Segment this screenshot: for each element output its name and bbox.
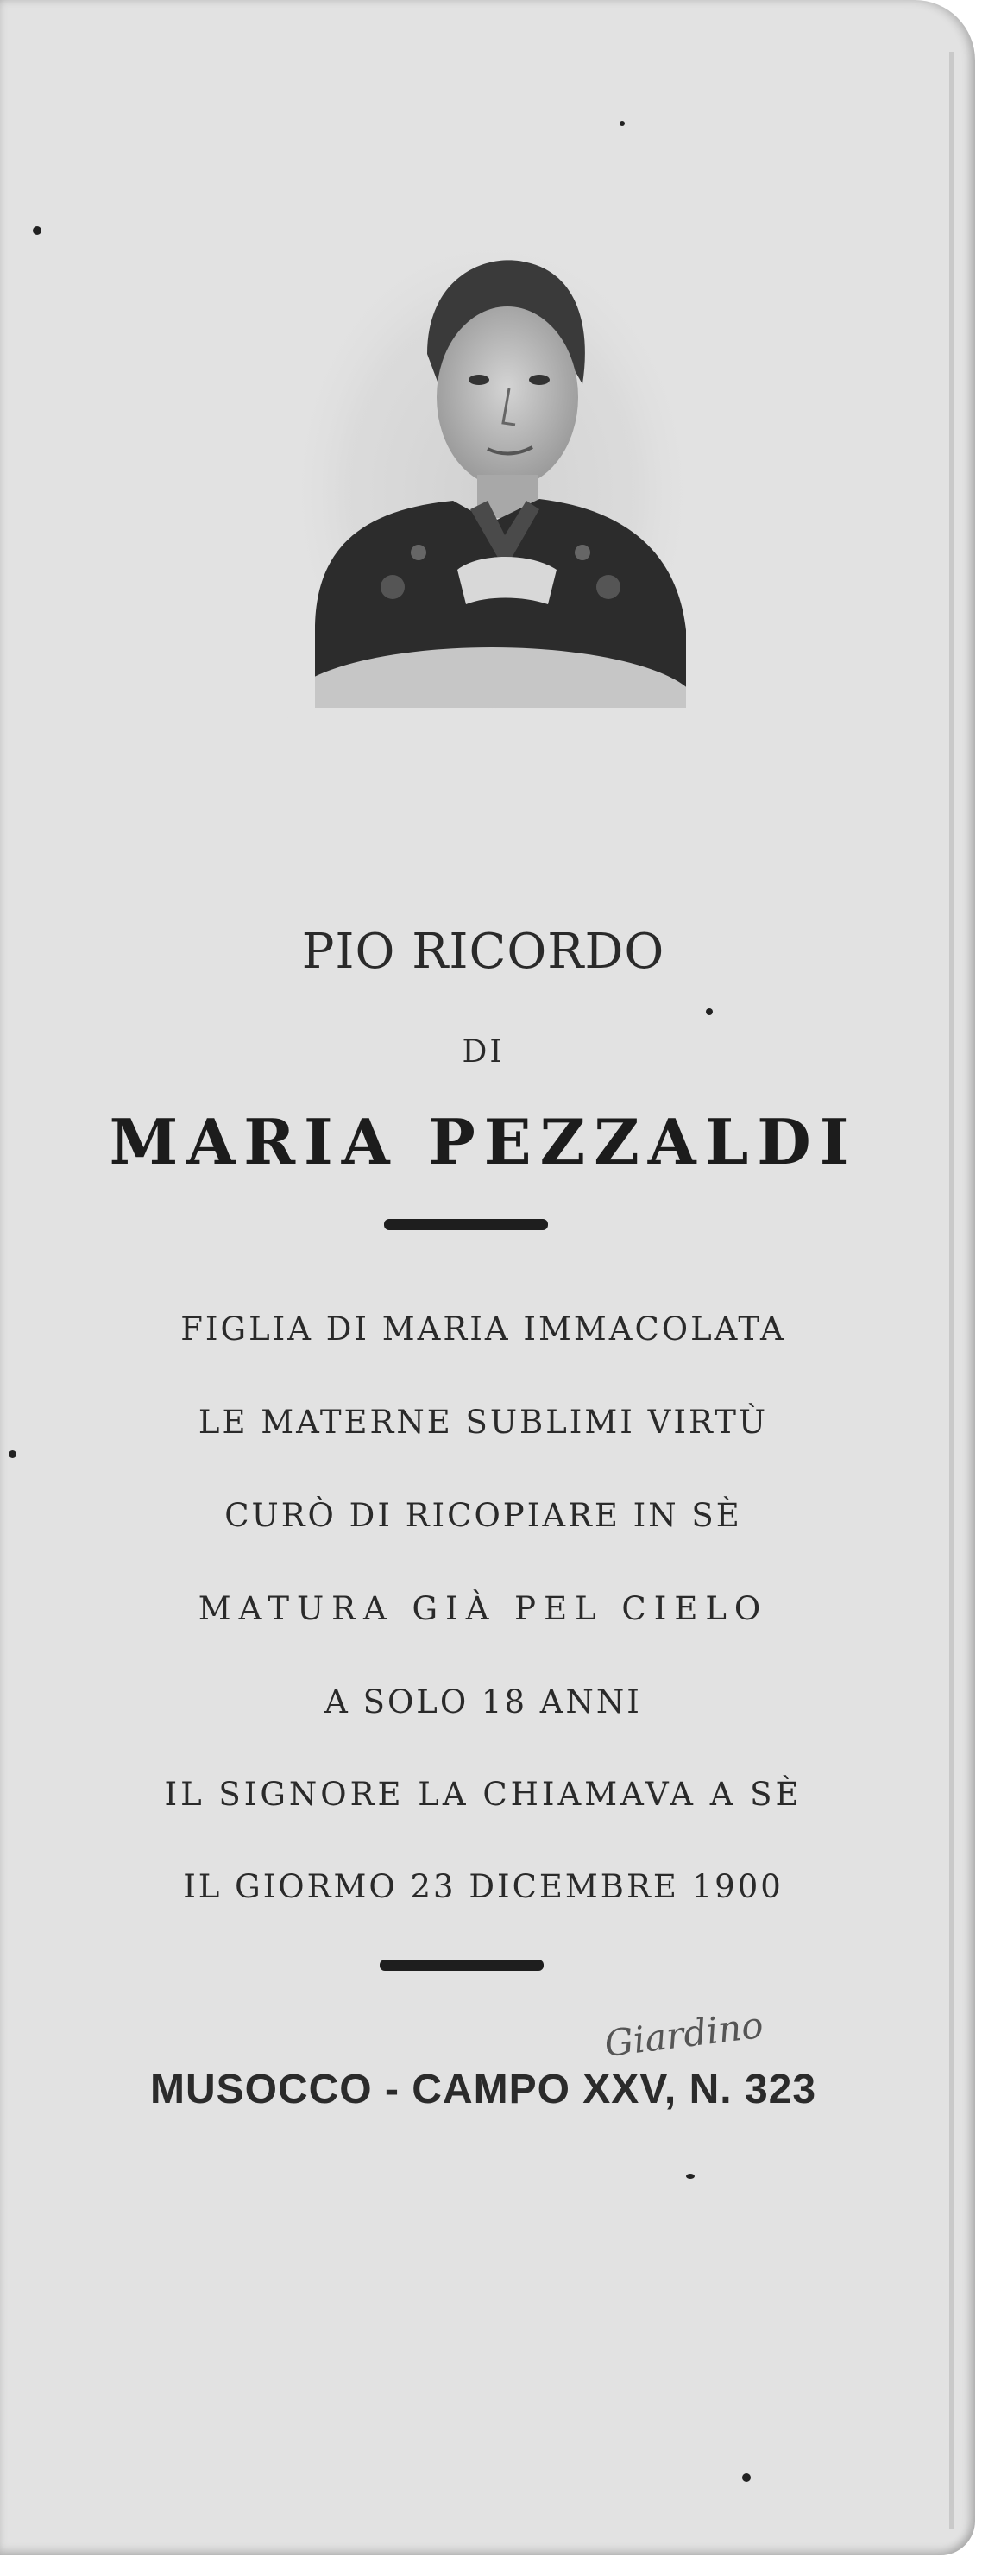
deceased-name: MARIA PEZZALDI bbox=[109, 1105, 858, 1178]
speck bbox=[33, 226, 41, 235]
card-edge-shadow bbox=[949, 52, 954, 2529]
speck bbox=[686, 2174, 695, 2179]
verse-line: LE MATERNE SUBLIMI VIRTÙ bbox=[198, 1404, 769, 1441]
handwritten-note: Giardino bbox=[601, 2003, 766, 2066]
portrait-photo bbox=[280, 224, 703, 760]
verse-line: IL SIGNORE LA CHIAMAVA A SÈ bbox=[164, 1776, 803, 1813]
speck bbox=[620, 121, 625, 126]
verse-line: IL GIORMO 23 DICEMBRE 1900 bbox=[183, 1868, 784, 1905]
burial-location: MUSOCCO - CAMPO XXV, N. 323 bbox=[149, 2067, 817, 2112]
verse-line: MATURA GIÀ PEL CIELO bbox=[198, 1590, 769, 1627]
divider-rule bbox=[384, 1219, 548, 1230]
heading: PIO RICORDO bbox=[301, 924, 665, 980]
speck bbox=[742, 2473, 751, 2482]
speck bbox=[9, 1450, 16, 1458]
verse-line: A SOLO 18 ANNI bbox=[324, 1683, 642, 1720]
preposition: DI bbox=[462, 1034, 505, 1070]
divider-rule bbox=[380, 1960, 544, 1971]
verse-line: FIGLIA DI MARIA IMMACOLATA bbox=[180, 1310, 786, 1348]
speck bbox=[706, 1008, 713, 1015]
verse-line: CURÒ DI RICOPIARE IN SÈ bbox=[224, 1497, 742, 1534]
